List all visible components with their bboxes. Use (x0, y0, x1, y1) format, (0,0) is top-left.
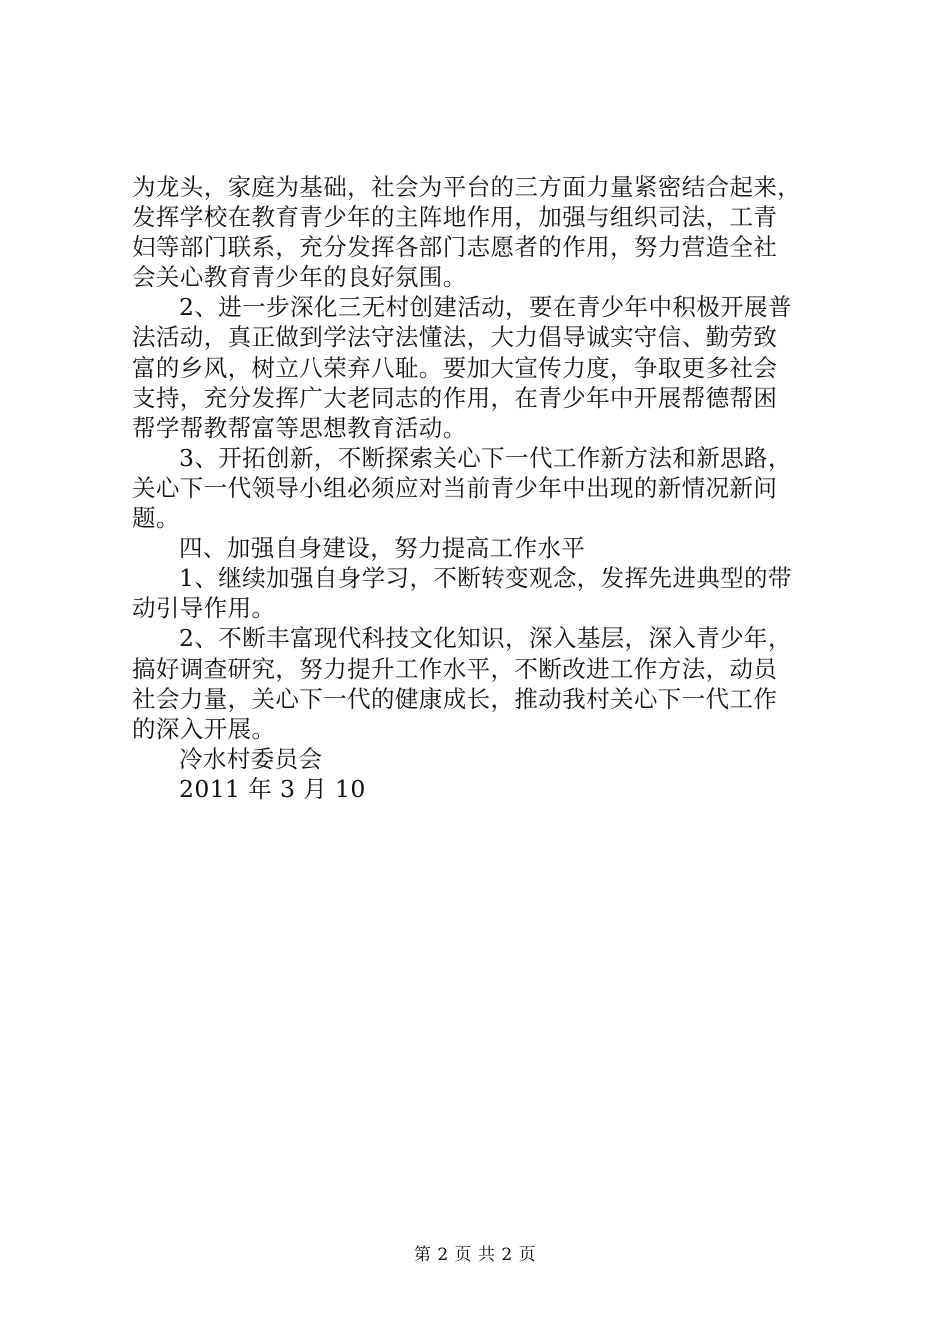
text-line: 动引导作用。 (132, 594, 276, 623)
text-line: 2、不断丰富现代科技文化知识，深入基层，深入青少年， (179, 624, 792, 653)
text-line: 帮学帮教帮富等思想教育活动。 (132, 413, 467, 442)
document-body (132, 172, 832, 804)
text-line: 会关心教育青少年的良好氛围。 (132, 263, 467, 292)
text-line: 法活动，真正做到学法守法懂法，大力倡导诚实守信、勤劳致 (132, 323, 778, 352)
text-line: 2、进一步深化三无村创建活动，要在青少年中积极开展普 (179, 293, 792, 322)
signature-organization: 冷水村委员会 (179, 744, 323, 773)
text-line: 搞好调查研究，努力提升工作水平，不断改进工作方法，动员 (132, 654, 778, 683)
text-line: 的深入开展。 (132, 714, 276, 743)
text-line: 关心下一代领导小组必须应对当前青少年中出现的新情况新问 (132, 473, 778, 502)
text-line: 1、继续加强自身学习，不断转变观念，发挥先进典型的带 (179, 564, 792, 593)
text-line: 支持，充分发挥广大老同志的作用，在青少年中开展帮德帮困 (132, 383, 778, 412)
text-line: 3、开拓创新，不断探索关心下一代工作新方法和新思路， (179, 443, 792, 472)
text-line: 发挥学校在教育青少年的主阵地作用，加强与组织司法，工青 (132, 203, 778, 232)
text-line: 富的乡风，树立八荣弃八耻。要加大宣传力度，争取更多社会 (132, 353, 778, 382)
text-line: 社会力量，关心下一代的健康成长，推动我村关心下一代工作 (132, 684, 778, 713)
text-line: 为龙头，家庭为基础，社会为平台的三方面力量紧密结合起来， (132, 173, 802, 201)
text-line: 妇等部门联系，充分发挥各部门志愿者的作用，努力营造全社 (132, 233, 778, 262)
text-line: 题。 (132, 504, 180, 533)
signature-date: 2011 年 3 月 10 (179, 774, 366, 803)
section-heading: 四、加强自身建设，努力提高工作水平 (179, 534, 586, 563)
page-number-footer: 第 2 页 共 2 页 (413, 1245, 537, 1265)
